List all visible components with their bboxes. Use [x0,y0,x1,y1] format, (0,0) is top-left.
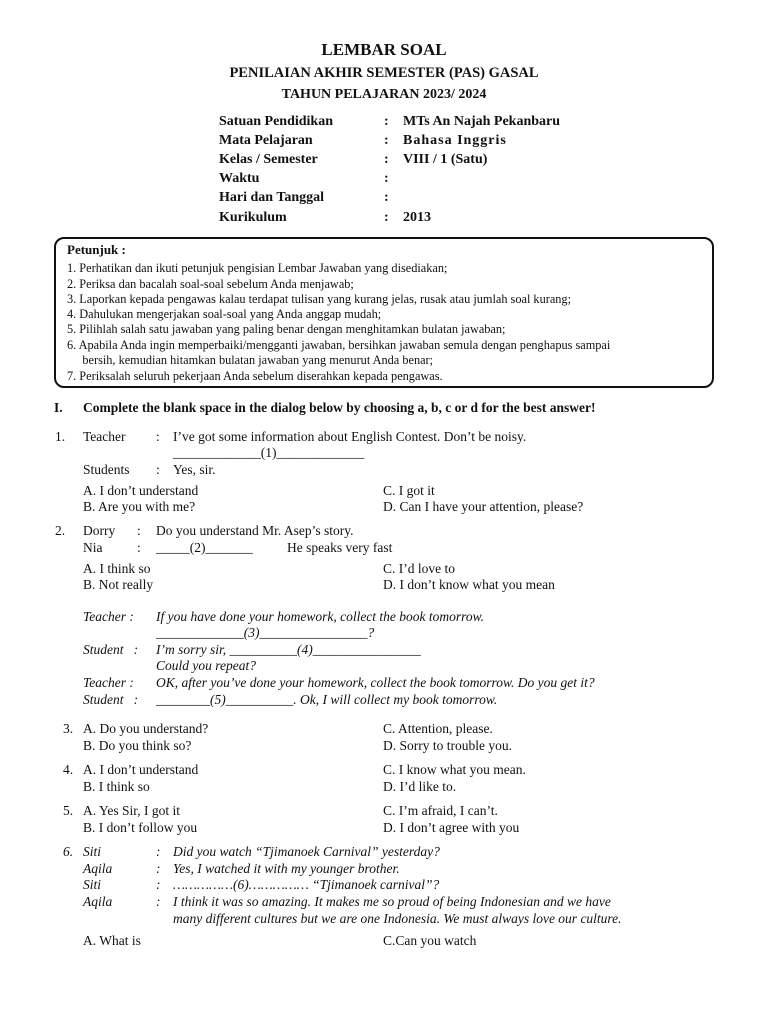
dialog-speaker: Student : [83,642,139,657]
info-colon: : [384,114,389,129]
info-label: Waktu [219,171,260,186]
info-colon: : [384,171,389,186]
option-d: D. Can I have your attention, please? [383,499,584,514]
dialog-speaker: Aqila [83,861,113,876]
info-colon: : [384,133,389,148]
question-number: 5. [63,803,74,818]
option-b: B. I think so [83,779,150,794]
answer-blank: _____________(1)_____________ [173,445,365,460]
info-label: Mata Pelajaran [219,133,313,148]
info-label: Hari dan Tanggal [219,190,325,205]
option-b: B. Not really [83,577,154,592]
dialog-speaker: Siti [83,844,102,859]
info-colon: : [384,190,389,205]
option-b: B. I don’t follow you [83,820,198,835]
dialog-speaker: Nia [83,540,103,555]
dialog-colon: : [156,894,161,909]
instruction-item: bersih, kemudian hitamkan bulatan jawaban yang menurut Anda benar; [67,353,434,367]
instruction-item: 3. Laporkan kepada pengawas kalau terdapat tulisan yang kurang jelas, rusak atau jumlah soal kurang; [67,292,571,306]
dialog-text: I’ve got some information about English Contest. Don’t be noisy. [173,429,527,444]
info-colon: : [384,152,389,167]
exam-subtitle: PENILAIAN AKHIR SEMESTER (PAS) GASAL [229,65,539,81]
option-b: B. Do you think so? [83,738,192,753]
academic-year: TAHUN PELAJARAN 2023/ 2024 [281,87,487,102]
dialog-text: I think it was so amazing. It makes me so proud of being Indonesian and we have [173,894,611,909]
option-c: C.Can you watch [383,933,477,948]
info-value: VIII / 1 (Satu) [403,152,488,167]
dialog-colon: : [137,523,141,538]
dialog-text: ________(5)__________. Ok, I will collect my book tomorrow. [156,692,498,707]
dialog-speaker: Students [83,462,130,477]
question-number: 2. [55,523,66,538]
option-d: D. I don’t know what you mean [383,577,555,592]
question-number: 4. [63,762,74,777]
dialog-speaker: Aqila [83,894,113,909]
dialog-speaker: Teacher : [83,609,134,624]
instruction-item: 6. Apabila Anda ingin memperbaiki/mengganti jawaban, bersihkan jawaban semula dengan penghapus sampai [67,338,611,352]
info-label: Satuan Pendidikan [219,114,333,129]
info-value: 2013 [403,210,431,225]
option-a: A. Yes Sir, I got it [83,803,180,818]
info-label: Kelas / Semester [219,152,318,167]
dialog-speaker: Siti [83,877,102,892]
dialog-text: Yes, I watched it with my younger brother. [173,861,400,876]
dialog-text: Could you repeat? [156,658,256,673]
info-label: Kurikulum [219,210,287,225]
dialog-colon: : [156,844,161,859]
dialog-text: He speaks very fast [287,540,393,555]
dialog-text: I’m sorry sir, __________(4)________________ [156,642,421,657]
dialog-text: _____________(3)________________? [156,625,375,640]
instruction-item: 4. Dahulukan mengerjakan soal-soal yang Anda anggap mudah; [67,307,382,321]
dialog-text: Yes, sir. [173,462,216,477]
dialog-colon: : [156,462,160,477]
question-number: 6. [63,844,74,859]
option-c: C. I’d love to [383,561,455,576]
option-a: A. I don’t understand [83,762,199,777]
instruction-item: 7. Periksalah seluruh pekerjaan Anda sebelum diserahkan kepada pengawas. [67,369,443,383]
dialog-speaker: Teacher : [83,675,134,690]
option-b: B. Are you with me? [83,499,196,514]
option-d: D. I don’t agree with you [383,820,520,835]
dialog-text: Did you watch “Tjimanoek Carnival” yesterday? [173,844,440,859]
instruction-item: 1. Perhatikan dan ikuti petunjuk pengisian Lembar Jawaban yang disediakan; [67,261,448,275]
dialog-colon: : [137,540,141,555]
section-number: I. [54,400,63,415]
option-a: A. I don’t understand [83,483,199,498]
dialog-text: ……………(6)…………… “Tjimanoek carnival”? [173,877,440,892]
dialog-colon: : [156,429,160,444]
section-title: Complete the blank space in the dialog below by choosing a, b, c or d for the best answer! [83,400,596,415]
option-c: C. I got it [383,483,435,498]
answer-blank: _____(2)_______ [156,540,253,555]
dialog-colon: : [156,877,161,892]
option-a: A. What is [83,933,141,948]
info-value: Bahasa Inggris [403,133,507,148]
info-colon: : [384,210,389,225]
option-c: C. I know what you mean. [383,762,526,777]
option-d: D. Sorry to trouble you. [383,738,512,753]
dialog-speaker: Student : [83,692,139,707]
page-title: LEMBAR SOAL [321,40,447,59]
dialog-colon: : [156,861,161,876]
instruction-item: 5. Pilihlah salah satu jawaban yang paling benar dengan menghitamkan bulatan jawaban; [67,322,506,336]
dialog-text: many different cultures but we are one Indonesia. We must always love our culture. [173,911,622,926]
option-c: C. I’m afraid, I can’t. [383,803,498,818]
dialog-speaker: Teacher [83,429,126,444]
dialog-text: OK, after you’ve done your homework, collect the book tomorrow. Do you get it? [156,675,595,690]
question-number: 3. [63,721,74,736]
dialog-text: Do you understand Mr. Asep’s story. [156,523,354,538]
info-value: MTs An Najah Pekanbaru [403,114,561,129]
instruction-item: 2. Periksa dan bacalah soal-soal sebelum Anda menjawab; [67,277,354,291]
instructions-heading: Petunjuk : [67,242,126,257]
option-c: C. Attention, please. [383,721,493,736]
dialog-speaker: Dorry [83,523,116,538]
dialog-text: If you have done your homework, collect the book tomorrow. [156,609,485,624]
option-a: A. I think so [83,561,151,576]
question-number: 1. [55,429,66,444]
option-d: D. I’d like to. [383,779,457,794]
option-a: A. Do you understand? [83,721,209,736]
